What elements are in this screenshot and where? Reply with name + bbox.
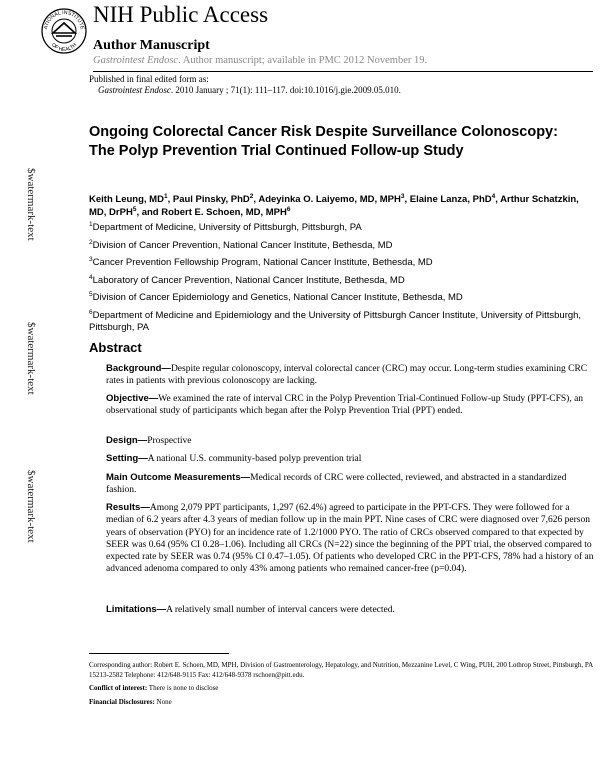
- citation-details: . 2010 January ; 71(1): 111–117. doi:10.1016/j.gie.2009.05.010.: [170, 85, 401, 95]
- citation: [98, 85, 401, 95]
- affiliation: $^3$Cancer Prevention Fellowship Program, National Cancer Institute, Bethesda, MD: [89, 255, 433, 268]
- affiliation: $^2$Division of Cancer Prevention, National Cancer Institute, Bethesda, MD: [89, 238, 393, 251]
- author-name: Paul Pinsky, PhD: [172, 194, 250, 205]
- abstract-background: Background—Despite regular colonoscopy, interval colorectal cancer (CRC) may occur. Long-term studies examining CRC rates in patients with previous colonoscopy are lacking.: [106, 363, 588, 387]
- corresponding-author-note: Corresponding author: Robert E. Schoen, MD, MPH, Division of Gastroenterology, Hepatology, and Nutrition, Mezzanine Level, C Wing, PUH, 200 Lothrop Street, Pittsburgh, PA 15213-2582 Telephone: 412/648-9115 Fax: 412/648-9378 rschoen@pitt.edu.: [89, 661, 593, 679]
- svg-text:OF HEALTH: OF HEALTH: [49, 42, 79, 54]
- author-name: Keith Leung, MD: [89, 194, 164, 205]
- watermark-text: $watermark-text: [25, 168, 37, 241]
- abstract-objective: Objective—We examined the rate of interval CRC in the Polyp Prevention Trial-Continued Follow-up Study (PPT-CFS), an observational study of participants which began after the Polyp Prevention Trial (PPT) ended.: [106, 393, 584, 417]
- affiliation: $^5$Division of Cancer Epidemiology and Genetics, National Cancer Institute, Bethesda, MD: [89, 290, 463, 303]
- note-journal: Gastrointest Endosc: [93, 55, 179, 66]
- manuscript-availability-note: [93, 55, 427, 66]
- header-divider: [93, 71, 593, 72]
- citation-journal: Gastrointest Endosc: [98, 85, 171, 95]
- watermark-text: $watermark-text: [25, 470, 37, 543]
- svg-text:NATIONAL INSTITUTES: ATIONAL INSTITUTE: [43, 9, 85, 31]
- note-rest: . Author manuscript; available in PMC 2012 November 19.: [178, 55, 428, 66]
- nih-seal-logo: [40, 7, 88, 55]
- paper-title: Ongoing Colorectal Cancer Risk Despite Surveillance Colonoscopy: The Polyp Prevention Trial Continued Follow-up Study: [89, 124, 558, 159]
- financial-disclosures-note: Financial Disclosures: None: [89, 698, 172, 706]
- affiliation: $^4$Laboratory of Cancer Prevention, National Cancer Institute, Bethesda, MD: [89, 273, 405, 286]
- abstract-design: Design—Prospective: [106, 435, 192, 446]
- author-manuscript-label: Author Manuscript: [93, 38, 210, 53]
- published-label: Published in final edited form as:: [89, 74, 209, 84]
- abstract-heading: Abstract: [89, 340, 142, 355]
- watermark-text: $watermark-text: [25, 322, 37, 395]
- conflict-of-interest-note: Conflict of interest: There is none to disclose: [89, 684, 219, 692]
- affiliation: $^6$Department of Medicine and Epidemiology and the University of Pittsburgh Cancer Institute, University of Pittsburgh, Pittsburgh, PA: [89, 308, 582, 333]
- author-name: Adeyinka O. Laiyemo, MD, MPH: [258, 194, 401, 205]
- affiliation: $^1$Department of Medicine, University of Pittsburgh, Pittsburgh, PA: [89, 220, 362, 233]
- author-name: Arthur Schatzkin, MD, DrPH: [89, 194, 579, 218]
- abstract-setting: Setting—A national U.S. community-based polyp prevention trial: [106, 453, 362, 464]
- abstract-limitations: Limitations—A relatively small number of interval cancers were detected.: [106, 604, 395, 615]
- abstract-results: Results—Among 2,079 PPT participants, 1,297 (62.4%) agreed to participate in the PPT-CFS. They were followed for a median of 6.2 years after 4.3 years of median follow up in the main PPT. Nine cases of CRC were diagnosed over 7,626 person years of observation (PYO) for an incidence rate of 1.2/1000 PYO. The ratio of CRCs observed compared to that expected by SEER was 0.64 (95% CI 0.28–1.06). Including all CRCs (N=22) since the beginning of the PPT trial, the observed compared to expected rate by SEER was 0.74 (95% CI 0.47–1.05). Of patients who developed CRC in the PPT-CFS, 78% had a history of an advanced adenoma compared to only 43% among patients who remained cancer-free (p=0.04).: [106, 502, 594, 575]
- author-name: Elaine Lanza, PhD: [409, 194, 492, 205]
- abstract-outcome: Main Outcome Measurements—Medical records of CRC were collected, reviewed, and abstracted in a standardized fashion.: [106, 472, 567, 496]
- author-name: Robert E. Schoen, MD, MPH: [161, 206, 287, 218]
- author-list: Keith Leung, $MD^1$, Paul Pinsky, PhD$^2$, Adeyinka O. Laiyemo, MD, MPH$^3$, Elaine Lanza, PhD$^4$, Arthur Schatzkin, MD, DrPH$^5$, and Robert E. Schoen, MD, MPH$^6$: [89, 192, 579, 218]
- nih-public-access-title: NIH Public Access: [93, 2, 269, 27]
- footnote-divider: [89, 653, 229, 654]
